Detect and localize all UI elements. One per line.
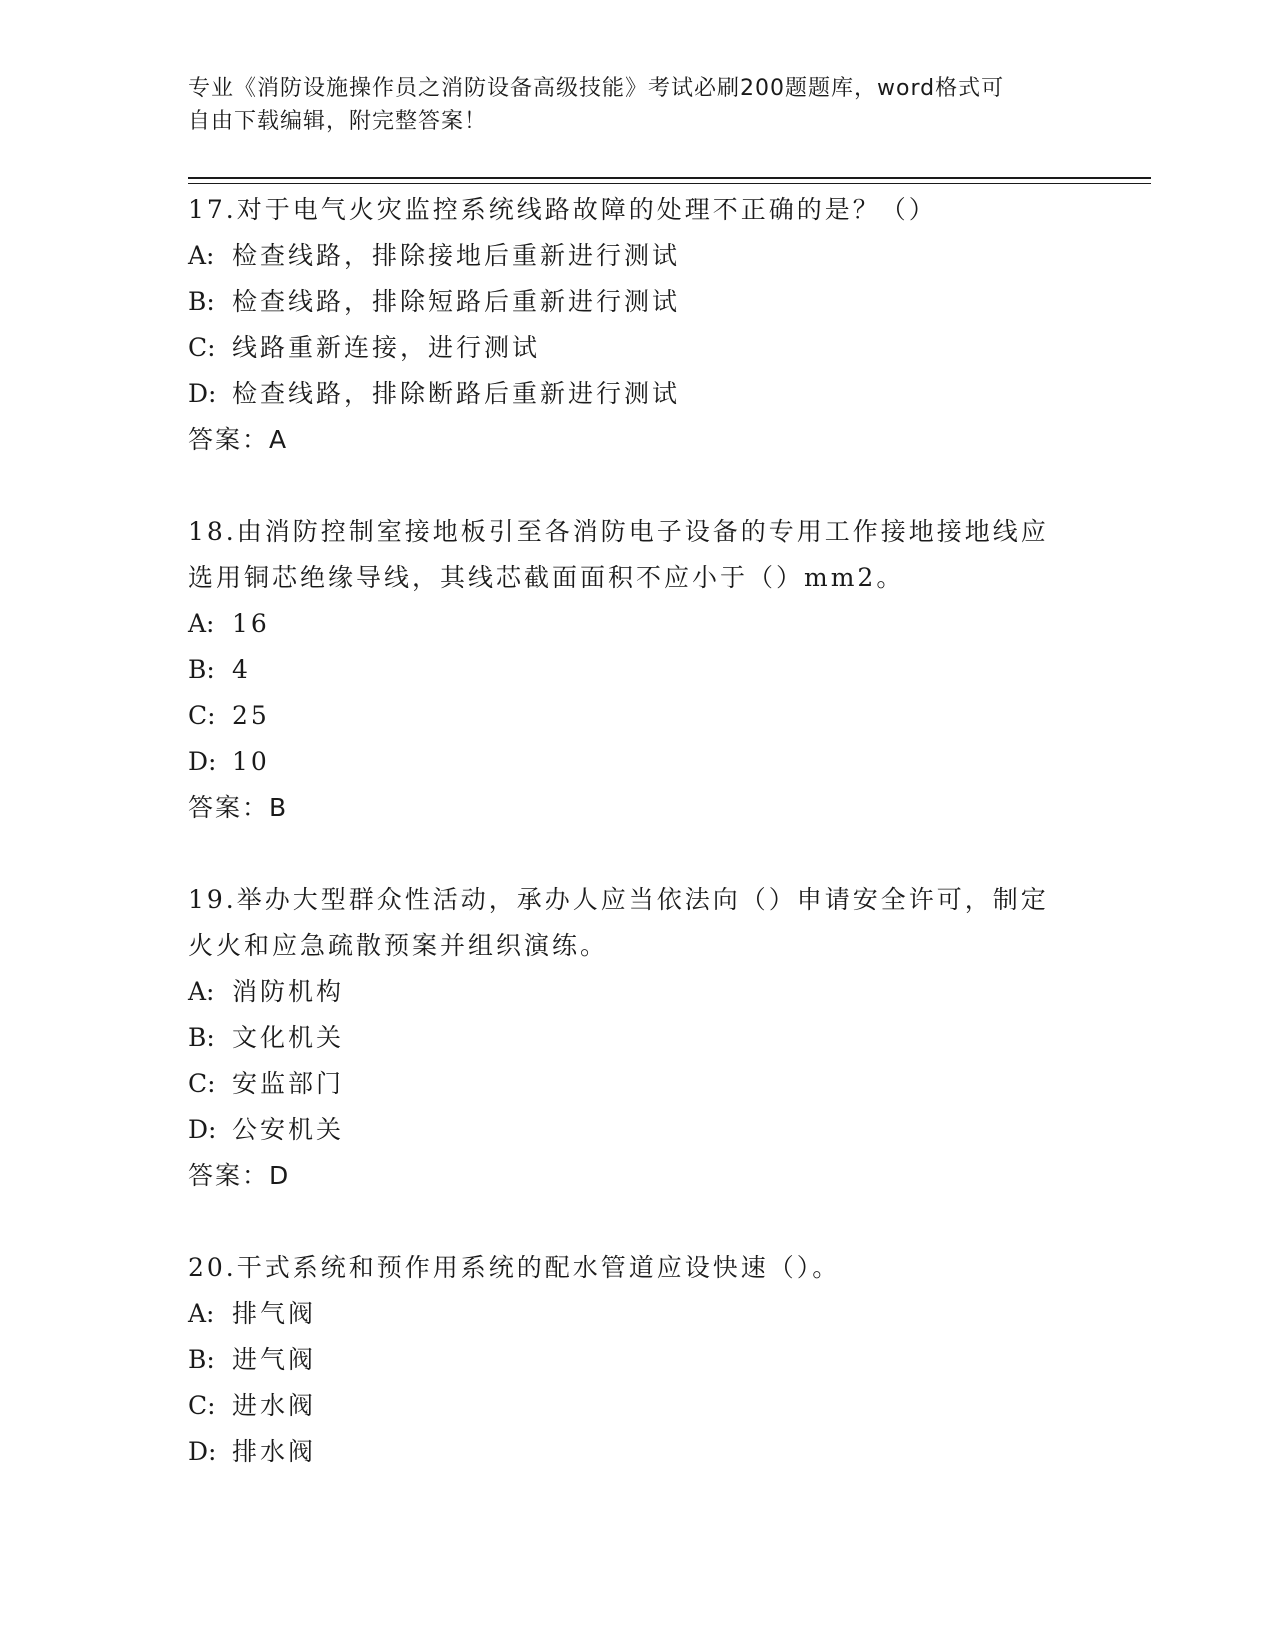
option-letter: C: <box>188 1391 216 1420</box>
option-text: 4 <box>232 655 251 684</box>
option-letter: D: <box>188 747 217 776</box>
option-letter: C: <box>188 333 216 362</box>
option-b <box>188 1337 1088 1383</box>
option-b <box>188 1015 1088 1061</box>
option-a <box>188 233 1088 279</box>
option-letter: A: <box>188 609 215 638</box>
option-letter: B: <box>188 655 215 684</box>
option-d <box>188 371 1088 417</box>
option-letter: D: <box>188 379 217 408</box>
option-text: 文化机关 <box>232 1023 345 1052</box>
option-c <box>188 693 1088 739</box>
option-d <box>188 1429 1088 1475</box>
option-letter: C: <box>188 1069 216 1098</box>
option-c <box>188 1383 1088 1429</box>
option-letter: A: <box>188 1299 215 1328</box>
question-stem-line-1: 19.举办大型群众性活动，承办人应当依法向（）申请安全许可，制定 <box>188 885 1049 914</box>
option-c <box>188 1061 1088 1107</box>
option-letter: A: <box>188 977 215 1006</box>
question-stem: 20.干式系统和预作用系统的配水管道应设快速（）。 <box>188 1253 841 1282</box>
option-letter: D: <box>188 1115 217 1144</box>
answer-line: 答案：B <box>188 793 289 822</box>
option-text: 检查线路，排除断路后重新进行测试 <box>232 379 681 408</box>
header-line-2: 自由下载编辑，附完整答案！ <box>188 109 488 134</box>
header-line-1: 专业《消防设施操作员之消防设备高级技能》考试必刷200题题库，word格式可 <box>188 76 1005 101</box>
option-letter: C: <box>188 701 216 730</box>
option-text: 进气阀 <box>232 1345 317 1374</box>
question-list <box>188 187 1088 1521</box>
question-stem-line-2: 火火和应急疏散预案并组织演练。 <box>188 931 609 960</box>
option-text: 检查线路，排除接地后重新进行测试 <box>232 241 681 270</box>
option-b <box>188 279 1088 325</box>
option-letter: D: <box>188 1437 217 1466</box>
option-text: 16 <box>232 609 270 638</box>
option-letter: A: <box>188 241 215 270</box>
option-letter: B: <box>188 1345 215 1374</box>
option-letter: B: <box>188 287 215 316</box>
option-d <box>188 739 1088 785</box>
option-text: 排水阀 <box>232 1437 317 1466</box>
option-text: 10 <box>232 747 270 776</box>
option-a <box>188 969 1088 1015</box>
answer-line: 答案：A <box>188 425 289 454</box>
question-stem-line-2: 选用铜芯绝缘导线，其线芯截面面积不应小于（）mm2。 <box>188 563 905 592</box>
option-c <box>188 325 1088 371</box>
option-d <box>188 1107 1088 1153</box>
option-text: 25 <box>232 701 270 730</box>
answer-line: 答案：D <box>188 1161 291 1190</box>
question-stem-line-1: 18.由消防控制室接地板引至各消防电子设备的专用工作接地接地线应 <box>188 517 1049 546</box>
option-text: 进水阀 <box>232 1391 317 1420</box>
option-text: 安监部门 <box>232 1069 345 1098</box>
option-text: 消防机构 <box>232 977 345 1006</box>
question-18 <box>188 509 1088 831</box>
option-a <box>188 1291 1088 1337</box>
option-text: 排气阀 <box>232 1299 317 1328</box>
question-20 <box>188 1245 1088 1475</box>
header-rule-thin <box>188 183 1151 184</box>
question-17 <box>188 187 1088 463</box>
header-rule-thick <box>188 177 1151 179</box>
option-a <box>188 601 1088 647</box>
option-text: 公安机关 <box>232 1115 345 1144</box>
option-b <box>188 647 1088 693</box>
option-text: 线路重新连接，进行测试 <box>232 333 541 362</box>
document-header <box>188 72 1088 138</box>
question-19 <box>188 877 1088 1199</box>
question-stem: 17.对于电气火灾监控系统线路故障的处理不正确的是？（） <box>188 195 937 224</box>
option-text: 检查线路，排除短路后重新进行测试 <box>232 287 681 316</box>
option-letter: B: <box>188 1023 215 1052</box>
